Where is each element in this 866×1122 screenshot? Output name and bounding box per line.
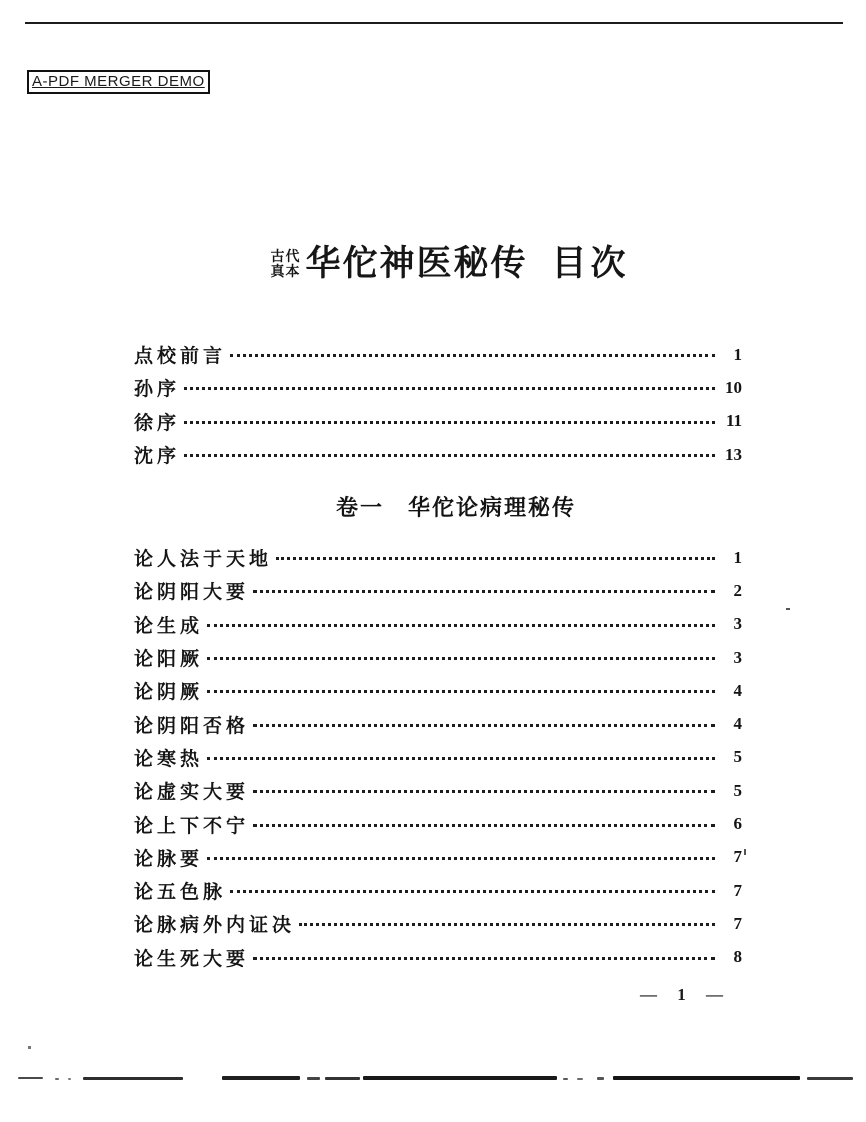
- toc-entry-page-number: 2: [733, 580, 742, 600]
- toc-row: [134, 941, 742, 974]
- toc-row: [134, 907, 742, 940]
- dot-leader: [207, 757, 715, 760]
- scan-speck: [786, 608, 790, 610]
- toc-entry-page-number: 1: [733, 344, 742, 364]
- volume-one-heading: 卷一 华佗论病理秘传: [335, 495, 576, 520]
- toc-entry-page-number: 3: [733, 647, 742, 667]
- book-title: 华佗神医秘传: [305, 244, 528, 283]
- dot-leader: [253, 590, 715, 593]
- toc-row: [134, 608, 742, 641]
- toc-entry-label: 孙序: [134, 379, 181, 401]
- toc-row: [134, 741, 742, 774]
- toc-row: [134, 438, 742, 471]
- dot-leader: [253, 790, 715, 793]
- toc-entry-label: 论阴阳大要: [134, 582, 250, 604]
- toc-entry-label: 论生成: [134, 615, 204, 637]
- toc-entry-label: 点校前言: [134, 346, 227, 368]
- chapter-toc: [134, 541, 742, 974]
- toc-entry-label: 论脉要: [134, 848, 204, 870]
- title-prefix-bottom: 真本: [270, 265, 301, 280]
- toc-entry-label: 论人法于天地: [134, 549, 273, 571]
- toc-entry-label: 论寒热: [134, 748, 204, 770]
- toc-entry-page-number: 4: [733, 714, 742, 734]
- toc-row: [134, 641, 742, 674]
- toc-entry-label: 论脉病外内证决: [134, 915, 296, 937]
- dot-leader: [253, 824, 715, 827]
- toc-entry-page-number: 10: [725, 377, 742, 397]
- toc-entry-page-number: 7: [733, 913, 742, 933]
- toc-entry-page-number: 13: [725, 444, 742, 464]
- dot-leader: [207, 857, 715, 860]
- dot-leader: [184, 421, 715, 424]
- toc-entry-label: 论阳厥: [134, 649, 204, 671]
- toc-row: [134, 574, 742, 607]
- dot-leader: [207, 624, 715, 627]
- toc-row: [134, 371, 742, 404]
- toc-entry-page-number: 6: [733, 814, 742, 834]
- dot-leader: [230, 890, 715, 893]
- toc-entry-page-number: 5: [733, 780, 742, 800]
- dot-leader: [207, 690, 715, 693]
- dot-leader: [230, 354, 715, 357]
- toc-row: [134, 405, 742, 438]
- toc-row: [134, 874, 742, 907]
- toc-entry-label: 论上下不宁: [134, 815, 250, 837]
- toc-entry-label: 论生死大要: [134, 948, 250, 970]
- dot-leader: [184, 387, 715, 390]
- dot-leader: [253, 724, 715, 727]
- dot-leader: [299, 923, 715, 926]
- page-title: [17, 236, 866, 286]
- toc-entry-page-number: 1: [733, 547, 742, 567]
- a-pdf-merger-demo-watermark-link[interactable]: A-PDF MERGER DEMO: [27, 70, 210, 94]
- toc-entry-page-number: 8: [733, 947, 742, 967]
- title-prefix-top: 古代: [270, 250, 301, 265]
- dot-leader: [253, 957, 715, 960]
- top-rule: [25, 22, 843, 24]
- folio-page-number: — 1 —: [640, 985, 725, 1004]
- toc-entry-page-number: 7: [733, 880, 742, 900]
- toc-entry-page-number: 5: [733, 747, 742, 767]
- toc-entry-label: 论阴阳否格: [134, 715, 250, 737]
- toc-entry-label: 论阴厥: [134, 682, 204, 704]
- toc-entry-label: 徐序: [134, 412, 181, 434]
- toc-entry-page-number: 3: [733, 614, 742, 634]
- front-matter-toc: [134, 338, 742, 471]
- title-edition-prefix: [270, 250, 300, 280]
- dot-leader: [184, 454, 715, 457]
- toc-row: [134, 707, 742, 740]
- toc-title: 目次: [551, 244, 630, 283]
- scan-speck: [28, 1046, 31, 1049]
- toc-row: [134, 338, 742, 371]
- dot-leader: [207, 657, 715, 660]
- toc-entry-label: 论五色脉: [134, 882, 227, 904]
- toc-entry-label: 论虚实大要: [134, 782, 250, 804]
- toc-entry-label: 沈序: [134, 446, 181, 468]
- toc-row: [134, 774, 742, 807]
- toc-entry-page-number: 7: [733, 847, 742, 867]
- dot-leader: [276, 557, 715, 560]
- toc-row: [134, 541, 742, 574]
- scan-speck: [744, 849, 746, 855]
- toc-row: [134, 841, 742, 874]
- toc-entry-page-number: 4: [733, 680, 742, 700]
- toc-entry-page-number: 11: [725, 411, 742, 431]
- toc-row: [134, 674, 742, 707]
- toc-row: [134, 807, 742, 840]
